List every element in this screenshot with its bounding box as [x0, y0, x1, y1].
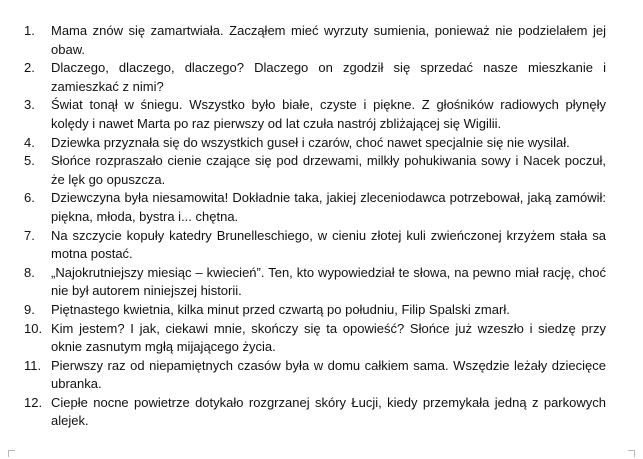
numbered-list: [24, 22, 606, 431]
list-item-text[interactable]: Świat tonął w śniegu. Wszystko było białe, czyste i piękne. Z głośników radiowych płynęły kolędy i nawet Marta po raz pierwszy od lat czuła nastrój zbliżającej się Wigilii.: [51, 97, 606, 131]
list-item-number: 12.: [24, 394, 43, 410]
list-item-text[interactable]: Na szczycie kopuły katedry Brunelleschiego, w cieniu złotej kuli zwieńczonej krzyżem stała sa motna postać.: [51, 227, 606, 262]
page-margin-corner-mark: [8, 450, 15, 457]
list-item: [24, 301, 606, 320]
list-item: [24, 394, 606, 431]
list-item-number: 3.: [24, 97, 35, 113]
list-item-text[interactable]: Słońce rozpraszało cienie czające się pod drzewami, milkły pohukiwania sowy i Nacek poczuł, że lęk go opuszcza.: [51, 153, 606, 187]
list-item-number: 8.: [24, 264, 35, 280]
list-item-text[interactable]: Dlaczego, dlaczego, dlaczego? Dlaczego on zgodził się sprzedać nasze mieszkanie i zamieszkać z nimi?: [51, 60, 606, 94]
list-item: [24, 134, 606, 153]
list-item: [24, 22, 606, 59]
list-item: [24, 357, 606, 394]
list-item-text[interactable]: Kim jestem? I jak, ciekawi mnie, skończy się ta opowieść? Słońce już wzeszło i siedzę przy oknie zasnutym mgłą mijającego życia.: [51, 320, 606, 355]
list-item-number: 1.: [24, 23, 35, 38]
list-item-text[interactable]: Pierwszy raz od niepamiętnych czasów była w domu całkiem sama. Wszędzie leżały dziecięce ubranka.: [51, 357, 606, 392]
list-item-text[interactable]: Dziewka przyznała się do wszystkich guseł i czarów, choć nawet specjalnie się nie wysilał.: [51, 134, 570, 150]
list-item-number: 2.: [24, 60, 35, 76]
list-item-number: 4.: [24, 134, 35, 150]
list-item: [24, 320, 606, 357]
list-item-number: 6.: [24, 190, 35, 206]
list-item-text[interactable]: Ciepłe nocne powietrze dotykało rozgrzanej skóry Łucji, kiedy przemykała jedną z parkowych alejek.: [51, 394, 606, 429]
list-item-number: 7.: [24, 227, 35, 243]
list-item-number: 10.: [24, 320, 43, 336]
list-item-text[interactable]: Mama znów się zamartwiała. Zacząłem mieć wyrzuty sumienia, ponieważ nie podzielałem jej obaw.: [51, 23, 606, 57]
list-item: [24, 227, 606, 264]
list-item: [24, 152, 606, 189]
list-item-number: 11.: [24, 357, 42, 373]
list-item-number: 9.: [24, 301, 35, 317]
list-item: [24, 59, 606, 96]
list-item: [24, 96, 606, 133]
list-item-text[interactable]: „Najokrutniejszy miesiąc – kwiecień”. Ten, kto wypowiedział te słowa, na pewno miał rację, choć nie był autorem niniejszej historii.: [51, 264, 606, 299]
list-item: [24, 189, 606, 226]
list-item: [24, 264, 606, 301]
list-item-number: 5.: [24, 153, 35, 169]
page-margin-corner-mark: [628, 450, 635, 457]
list-item-text[interactable]: Dziewczyna była niesamowita! Dokładnie taka, jakiej zleceniodawca potrzebował, jaką zamówił: piękna, młoda, bystra i... chętna.: [51, 190, 606, 224]
list-item-text[interactable]: Piętnastego kwietnia, kilka minut przed czwartą po południu, Filip Spalski zmarł.: [51, 301, 510, 317]
